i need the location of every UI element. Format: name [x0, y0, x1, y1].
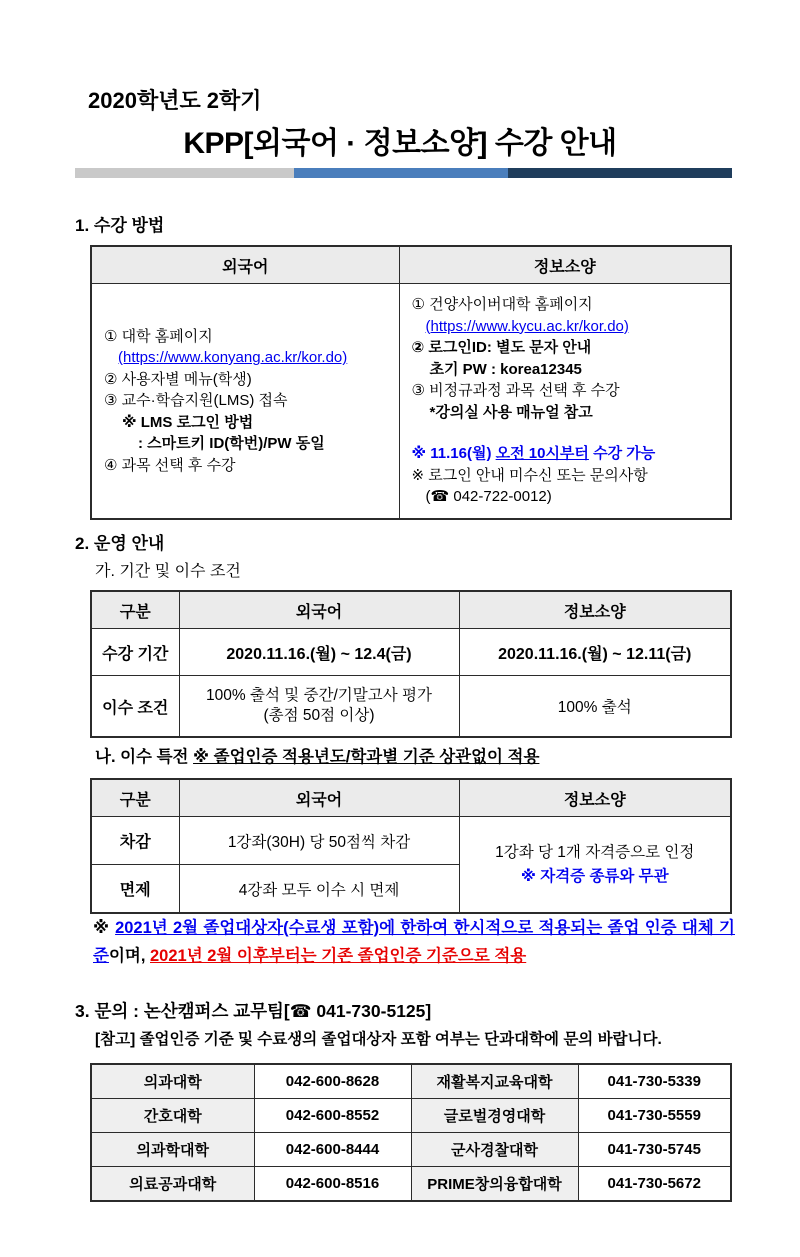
inquiry-phone: (☎ 042-722-0012): [425, 488, 552, 505]
college-name: 의료공과대학: [91, 1167, 254, 1202]
table3-header-info: 정보소양: [459, 779, 731, 817]
college-phone: 042-600-8444: [254, 1133, 411, 1167]
college-name: 의과학대학: [91, 1133, 254, 1167]
divider-segment-blue: [294, 168, 508, 178]
note-marker: ※: [93, 919, 116, 937]
page-title: KPP[외국어 · 정보소양] 수강 안내: [183, 127, 617, 160]
section1-heading: 1. 수강 방법: [75, 216, 165, 235]
blank-line: [412, 423, 719, 443]
start-time-note: ※ 11.16(월) 오전 10시부터 수강 가능: [411, 445, 656, 462]
note-black-text: 이며,: [108, 947, 150, 965]
info-step-1: ① 건양사이버대학 홈페이지: [411, 296, 593, 313]
divider-segment-navy: [508, 168, 732, 178]
contact-row: [91, 1167, 731, 1202]
foreign-step-3: ③ 교수·학습지원(LMS) 접속: [104, 392, 288, 409]
info-step-2: ② 로그인ID: 별도 문자 안내: [411, 339, 592, 356]
table2-header-category: 구분: [91, 591, 179, 629]
exemption-foreign-value: 4강좌 모두 이수 시 면제: [179, 865, 459, 914]
condition-row-label: 이수 조건: [91, 676, 179, 738]
foreign-lms-login-note: ※ LMS 로그인 방법: [122, 413, 254, 431]
college-phone: 042-600-8628: [254, 1064, 411, 1099]
login-inquiry-note: ※ 로그인 안내 미수신 또는 문의사항: [411, 466, 648, 484]
college-phone: 042-600-8516: [254, 1167, 411, 1202]
info-initial-pw: 초기 PW : korea12345: [429, 360, 582, 378]
table1-header-info: 정보소양: [399, 246, 731, 284]
note-blue-text: 2021년 2월 졸업대상자(수료생 포함)에 한하여 한시적으로 적용되는 졸업 인증 대체 기준: [93, 919, 735, 965]
contact-row: [91, 1133, 731, 1167]
info-merged-cell: [459, 817, 731, 914]
college-name: 의과대학: [91, 1064, 254, 1099]
section2-heading: 2. 운영 안내: [75, 534, 165, 553]
section2-sub-b: 나. 이수 특전 ※ 졸업인증 적용년도/학과별 기준 상관없이 적용: [95, 748, 540, 766]
college-name: PRIME창의융합대학: [411, 1167, 578, 1202]
table1-cell-foreign: [91, 284, 399, 519]
exemption-row-label: 면제: [91, 865, 179, 914]
foreign-smartkey-note: : 스마트키 ID(학번)/PW 동일: [138, 435, 325, 452]
graduation-certification-note: [93, 914, 735, 970]
section2-sub-a: 가. 기간 및 이수 조건: [95, 563, 241, 580]
condition-info-value: 100% 출석: [459, 676, 731, 738]
completion-benefit-table: [90, 778, 732, 914]
course-method-table: [90, 245, 732, 520]
contact-row: [91, 1064, 731, 1099]
certificate-type-note: ※ 자격증 종류와 무관: [520, 867, 669, 885]
college-phone: 041-730-5745: [578, 1133, 731, 1167]
college-name: 재활복지교육대학: [411, 1064, 578, 1099]
college-name: 간호대학: [91, 1099, 254, 1133]
konyang-homepage-link[interactable]: (https://www.konyang.ac.kr/kor.do): [118, 349, 348, 366]
table1-cell-info: [399, 284, 731, 519]
college-phone: 041-730-5339: [578, 1064, 731, 1099]
college-name: 글로벌경영대학: [411, 1099, 578, 1133]
semester-label: 2020학년도 2학기: [88, 88, 262, 113]
table3-header-foreign: 외국어: [179, 779, 459, 817]
section3-reference-note: [참고] 졸업인증 기준 및 수료생의 졸업대상자 포함 여부는 단과대학에 문의 바랍니다.: [95, 1031, 662, 1048]
deduction-row-label: 차감: [91, 817, 179, 865]
foreign-step-1: ① 대학 홈페이지: [104, 327, 213, 345]
title-divider-bar: [75, 168, 732, 178]
start-time-underlined: 오전 10시부터: [495, 445, 589, 462]
period-info-value: 2020.11.16.(월) ~ 12.11(금): [459, 629, 731, 676]
college-name: 군사경찰대학: [411, 1133, 578, 1167]
period-foreign-value: 2020.11.16.(월) ~ 12.4(금): [179, 629, 459, 676]
deduction-foreign-value: 1강좌(30H) 당 50점씩 차감: [179, 817, 459, 865]
contact-row: [91, 1099, 731, 1133]
section3-heading: 3. 문의 : 논산캠퍼스 교무팀[☎ 041-730-5125]: [75, 1001, 432, 1021]
certificate-recognition: 1강좌 당 1개 자격증으로 인정: [495, 843, 695, 861]
college-phone: 041-730-5672: [578, 1167, 731, 1202]
condition-foreign-value: 100% 출석 및 중간/기말고사 평가 (총점 50점 이상): [179, 676, 459, 738]
period-condition-table: [90, 590, 732, 738]
table1-header-foreign: 외국어: [91, 246, 399, 284]
table2-header-foreign: 외국어: [179, 591, 459, 629]
foreign-step-2: ② 사용자별 메뉴(학생): [104, 370, 252, 388]
sub-b-underlined: ※ 졸업인증 적용년도/학과별 기준 상관없이 적용: [193, 748, 540, 766]
kycu-homepage-link[interactable]: (https://www.kycu.ac.kr/kor.do): [425, 317, 629, 335]
college-phone: 042-600-8552: [254, 1099, 411, 1133]
college-contact-table: [90, 1063, 732, 1202]
table3-header-category: 구분: [91, 779, 179, 817]
divider-segment-gray: [75, 168, 294, 178]
foreign-step-4: ④ 과목 선택 후 수강: [104, 456, 236, 474]
info-manual-note: *강의실 사용 매뉴얼 참고: [429, 403, 593, 421]
period-row-label: 수강 기간: [91, 629, 179, 676]
table2-header-info: 정보소양: [459, 591, 731, 629]
info-step-3: ③ 비정규과정 과목 선택 후 수강: [411, 382, 620, 399]
note-red-text: 2021년 2월 이후부터는 기존 졸업인증 기준으로 적용: [150, 947, 527, 965]
college-phone: 041-730-5559: [578, 1099, 731, 1133]
